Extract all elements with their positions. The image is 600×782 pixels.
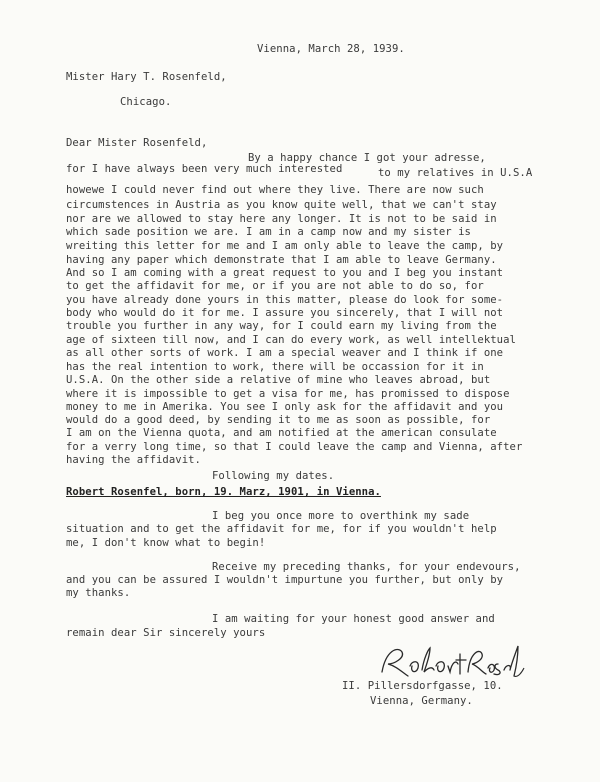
text-line: for I have always been very much interested [66, 163, 343, 175]
text-line: having any paper which demonstrate that I am able to leave Germany. [66, 254, 497, 266]
text-line: would do a good deed, by sending it to me as soon as possible, for [66, 414, 491, 426]
text-line: money to me in Amerika. You see I only ask for the affidavit and you [66, 401, 504, 413]
text-line: nor are we allowed to stay here any longer. It is not to be said in [66, 213, 497, 225]
text-line: circumstences in Austria as you know quite well, that we can't stay [66, 199, 497, 211]
text-line: U.S.A. On the other side a relative of mine who leaves abroad, but [66, 374, 491, 386]
text-line: howewe I could never find out where they live. There are now such [66, 184, 484, 196]
text-line: I am on the Vienna quota, and am notified at the american consulate [66, 427, 497, 439]
handwritten-signature [376, 642, 526, 682]
text-line: my thanks. [66, 587, 131, 599]
text-line: to my relatives in U.S.A [378, 167, 533, 179]
salutation: Dear Mister Rosenfeld, [66, 137, 208, 149]
text-line: me, I don't know what to begin! [66, 537, 266, 549]
text-line: you have already done yours in this matter, please do look for some- [66, 294, 504, 306]
text-line: and you can be assured I wouldn't impurtune you further, but only by [66, 574, 504, 586]
text-line: I am waiting for your honest good answer and [212, 613, 495, 625]
text-line: And so I am coming with a great request to you and I beg you instant [66, 267, 504, 279]
address-city: Vienna, Germany. [370, 695, 473, 707]
text-line: situation and to get the affidavit for me, for if you wouldn't help [66, 523, 497, 535]
text-line: where it is impossible to get a visa for me, has promissed to dispose [66, 388, 510, 400]
following-line: Following my dates. [212, 470, 335, 482]
text-line: as all other sorts of work. I am a special weaver and I think if one [66, 347, 504, 359]
recipient-name: Mister Hary T. Rosenfeld, [66, 71, 227, 83]
text-line: for a verry long time, so that I could leave the camp and Vienna, after [66, 441, 523, 453]
text-line: trouble you further in any way, for I could earn my living from the [66, 320, 497, 332]
text-line: which sade position we are. I am in a camp now and my sister is [66, 226, 471, 238]
text-line: body who would do it for me. I assure you sincerely, that I will not [66, 307, 504, 319]
text-line: Receive my preceding thanks, for your endevours, [212, 561, 521, 573]
dates-line: Robert Rosenfel, born, 19. Marz, 1901, in Vienna. [66, 486, 381, 498]
text-line: I beg you once more to overthink my sade [212, 510, 470, 522]
text-line: having the affidavit. [66, 454, 201, 466]
text-line: age of sixteen till now, and I can do every work, as well intellektual [66, 334, 516, 346]
text-line: to get the affidavit for me, or if you are not able to do so, for [66, 280, 484, 292]
recipient-city: Chicago. [120, 96, 172, 108]
letter-date: Vienna, March 28, 1939. [257, 43, 405, 55]
text-line: By a happy chance I got your adresse, [248, 152, 486, 164]
text-line: remain dear Sir sincerely yours [66, 627, 266, 639]
text-line: has the real intention to work, there will be occassion for it in [66, 361, 484, 373]
text-line: wreiting this letter for me and I am only able to leave the camp, by [66, 240, 504, 252]
address-street: II. Pillersdorfgasse, 10. [342, 680, 503, 692]
